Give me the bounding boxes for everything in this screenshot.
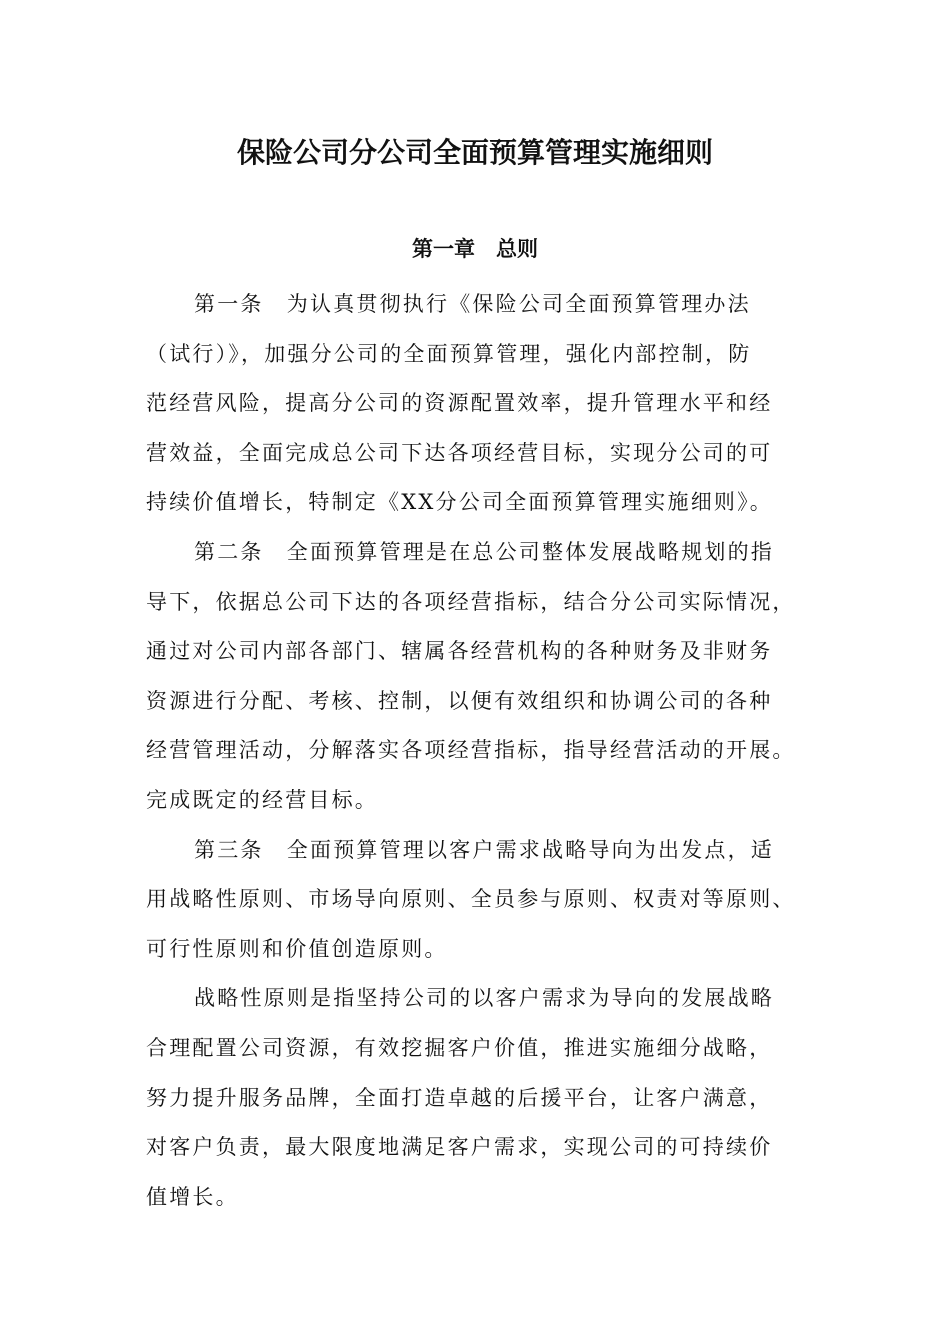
article-1-line-1: 第一条 为认真贯彻执行《保险公司全面预算管理办法 (194, 292, 751, 316)
article-2-line-1: 第二条 全面预算管理是在总公司整体发展战略规划的指 (194, 539, 774, 564)
article-3-line-3: 可行性原则和价值创造原则。 (146, 936, 448, 961)
principle-paragraph-line-5: 值增长。 (146, 1184, 239, 1209)
principle-paragraph-line-3: 努力提升服务品牌，全面打造卓越的后援平台，让客户满意， (146, 1085, 773, 1110)
document-body (146, 280, 826, 1222)
article-2-line-2: 导下，依据总公司下达的各项经营指标，结合分公司实际情况， (146, 589, 796, 614)
principle-paragraph-line-1: 战略性原则是指坚持公司的以客户需求为导向的发展战略 (194, 986, 774, 1011)
article-3-line-2: 用战略性原则、市场导向原则、全员参与原则、权责对等原则、 (146, 887, 796, 912)
article-2-line-3: 通过对公司内部各部门、辖属各经营机构的各种财务及非财务 (146, 639, 773, 664)
article-2-line-5: 经营管理活动，分解落实各项经营指标，指导经营活动的开展。 (146, 738, 796, 763)
article-1-line-5: 持续价值增长，特制定《XX分公司全面预算管理实施细则》。 (146, 490, 773, 515)
article-1-line-2: （试行）》，加强分公司的全面预算管理，强化内部控制，防 (146, 341, 752, 366)
article-3-line-1: 第三条 全面预算管理以客户需求战略导向为出发点，适 (194, 837, 774, 862)
article-1-line-4: 营效益，全面完成总公司下达各项经营目标，实现分公司的可 (146, 440, 773, 465)
article-2-line-4: 资源进行分配、考核、控制，以便有效组织和协调公司的各种 (146, 688, 773, 713)
chapter-heading: 第一章 总则 (412, 237, 538, 261)
article-2-line-6: 完成既定的经营目标。 (146, 787, 378, 812)
article-1-line-3: 范经营风险，提高分公司的资源配置效率，提升管理水平和经 (146, 391, 773, 416)
document-title: 保险公司分公司全面预算管理实施细则 (236, 136, 713, 169)
principle-paragraph-line-2: 合理配置公司资源，有效挖掘客户价值，推进实施细分战略， (146, 1035, 773, 1060)
principle-paragraph-line-4: 对客户负责，最大限度地满足客户需求，实现公司的可持续价 (146, 1135, 773, 1160)
